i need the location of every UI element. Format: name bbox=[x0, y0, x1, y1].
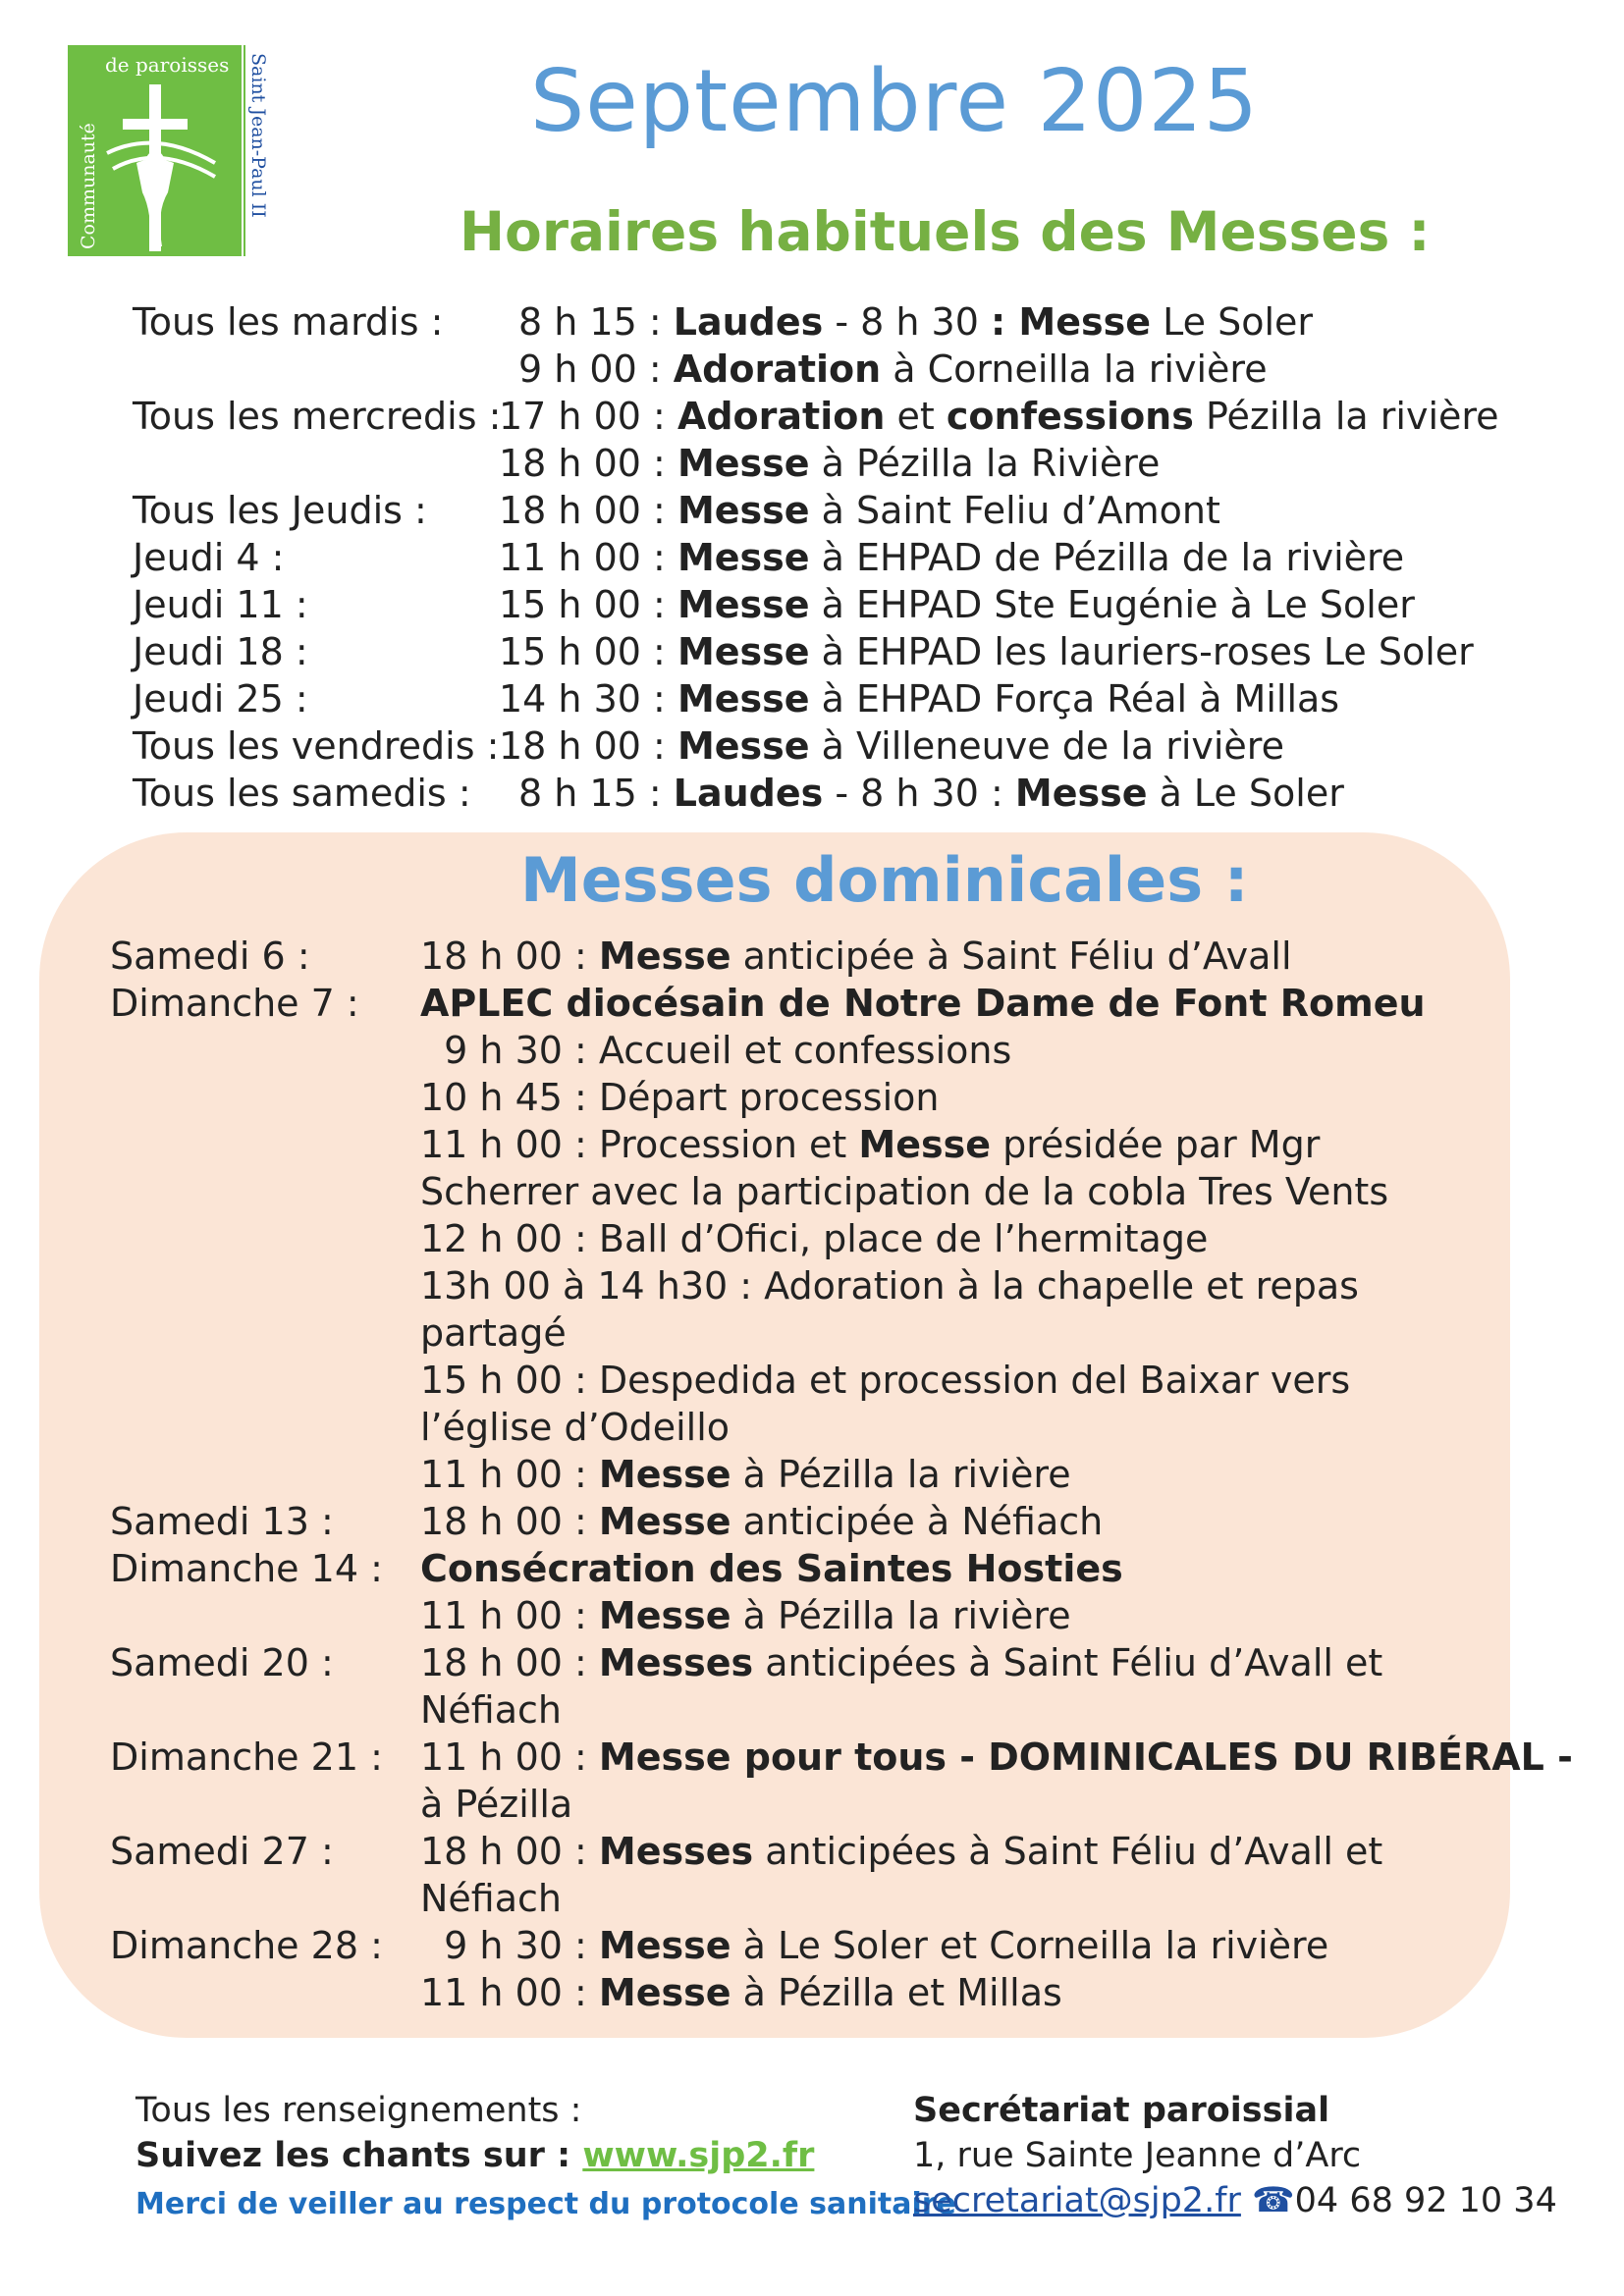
weekly-entry: 11 h 00 : Messe à EHPAD de Pézilla de la rivière bbox=[499, 536, 1405, 579]
sunday-label: Samedi 27 : bbox=[110, 1830, 334, 1873]
sunday-entry: 11 h 00 : Messe à Pézilla la rivière bbox=[420, 1453, 1071, 1496]
sunday-entry: Scherrer avec la participation de la cobla Tres Vents bbox=[420, 1170, 1389, 1213]
weekly-label: Jeudi 25 : bbox=[133, 677, 308, 721]
weekly-entry: 15 h 00 : Messe à EHPAD les lauriers-roses Le Soler bbox=[499, 630, 1474, 673]
secretariat-contact bbox=[913, 2181, 1557, 2220]
sunday-entry: 18 h 00 : Messes anticipées à Saint Féliu d’Avall et bbox=[420, 1830, 1383, 1873]
logo-right-text: Saint Jean-Paul II bbox=[247, 53, 269, 218]
weekly-entry: 17 h 00 : Adoration et confessions Pézilla la rivière bbox=[499, 395, 1499, 438]
chants-line bbox=[135, 2136, 814, 2175]
sunday-entry: 10 h 45 : Départ procession bbox=[420, 1076, 940, 1119]
secretariat-title: Secrétariat paroissial bbox=[913, 2091, 1330, 2130]
weekly-entry: 9 h 00 : Adoration à Corneilla la rivière bbox=[518, 347, 1268, 391]
weekly-entry: 18 h 00 : Messe à Villeneuve de la rivière bbox=[499, 724, 1284, 768]
sunday-entry: 11 h 00 : Procession et Messe présidée par Mgr bbox=[420, 1123, 1321, 1166]
sunday-entry: partagé bbox=[420, 1311, 567, 1355]
weekly-entry: 18 h 00 : Messe à Saint Feliu d’Amont bbox=[499, 489, 1220, 532]
sunday-entry: APLEC diocésain de Notre Dame de Font Romeu bbox=[420, 982, 1426, 1025]
sunday-entry: 9 h 30 : Accueil et confessions bbox=[420, 1029, 1012, 1072]
sunday-entry: 12 h 00 : Ball d’Ofici, place de l’hermitage bbox=[420, 1217, 1209, 1260]
chants-label: Suivez les chants sur : bbox=[135, 2136, 583, 2175]
sunday-entry: 18 h 00 : Messe anticipée à Néfiach bbox=[420, 1500, 1104, 1543]
sunday-entry: 9 h 30 : Messe à Le Soler et Corneilla la rivière bbox=[420, 1924, 1329, 1967]
weekly-entry: 8 h 15 : Laudes - 8 h 30 : Messe Le Soler bbox=[518, 300, 1314, 344]
sunday-heading: Messes dominicales : bbox=[520, 844, 1249, 916]
logo-side-band bbox=[244, 45, 273, 256]
sunday-label: Dimanche 14 : bbox=[110, 1547, 383, 1590]
weekly-label: Tous les mardis : bbox=[133, 300, 444, 344]
weekly-label: Tous les vendredis : bbox=[133, 724, 500, 768]
weekly-heading: Horaires habituels des Messes : bbox=[460, 200, 1431, 263]
sunday-entry: à Pézilla bbox=[420, 1783, 573, 1826]
sunday-label: Dimanche 21 : bbox=[110, 1735, 383, 1779]
sunday-label: Samedi 13 : bbox=[110, 1500, 334, 1543]
sunday-entry: 11 h 00 : Messe à Pézilla la rivière bbox=[420, 1594, 1071, 1637]
info-label: Tous les renseignements : bbox=[135, 2091, 582, 2130]
secretariat-phone: 04 68 92 10 34 bbox=[1294, 2181, 1557, 2220]
logo-top-text: de paroisses bbox=[105, 53, 230, 77]
sunday-entry: 15 h 00 : Despedida et procession del Baixar vers bbox=[420, 1359, 1351, 1402]
weekly-label: Tous les mercredis : bbox=[133, 395, 502, 438]
logo-left-text: Communauté bbox=[78, 123, 99, 249]
sunday-entry: 11 h 00 : Messe pour tous - DOMINICALES DU RIBÉRAL - bbox=[420, 1735, 1573, 1779]
weekly-label: Jeudi 4 : bbox=[133, 536, 285, 579]
sunday-label: Dimanche 7 : bbox=[110, 982, 359, 1025]
weekly-entry: 14 h 30 : Messe à EHPAD Força Réal à Millas bbox=[499, 677, 1340, 721]
sunday-label: Samedi 6 : bbox=[110, 934, 310, 978]
sunday-label: Samedi 20 : bbox=[110, 1641, 334, 1684]
weekly-entry: 18 h 00 : Messe à Pézilla la Rivière bbox=[499, 442, 1161, 485]
weekly-label: Jeudi 18 : bbox=[133, 630, 308, 673]
sunday-entry: 13h 00 à 14 h30 : Adoration à la chapelle et repas bbox=[420, 1264, 1359, 1308]
secretariat-address: 1, rue Sainte Jeanne d’Arc bbox=[913, 2136, 1362, 2175]
secretariat-email[interactable]: secretariat@sjp2.fr bbox=[913, 2181, 1241, 2220]
weekly-entry: 15 h 00 : Messe à EHPAD Ste Eugénie à Le Soler bbox=[499, 583, 1415, 626]
phone-icon: ☎ bbox=[1252, 2181, 1295, 2220]
sunday-entry: 18 h 00 : Messe anticipée à Saint Féliu d’Avall bbox=[420, 934, 1292, 978]
parish-logo bbox=[68, 45, 242, 256]
weekly-label: Tous les samedis : bbox=[133, 772, 471, 815]
sunday-entry: 18 h 00 : Messes anticipées à Saint Féliu d’Avall et bbox=[420, 1641, 1383, 1684]
sunday-entry: l’église d’Odeillo bbox=[420, 1406, 731, 1449]
sunday-entry: Néfiach bbox=[420, 1877, 563, 1920]
weekly-entry: 8 h 15 : Laudes - 8 h 30 : Messe à Le Soler bbox=[518, 772, 1344, 815]
sunday-entry: 11 h 00 : Messe à Pézilla et Millas bbox=[420, 1971, 1062, 2014]
sunday-entry: Consécration des Saintes Hosties bbox=[420, 1547, 1123, 1590]
sunday-entry: Néfiach bbox=[420, 1688, 563, 1732]
chants-link[interactable]: www.sjp2.fr bbox=[582, 2136, 815, 2175]
sunday-label: Dimanche 28 : bbox=[110, 1924, 383, 1967]
weekly-label: Jeudi 11 : bbox=[133, 583, 308, 626]
weekly-label: Tous les Jeudis : bbox=[133, 489, 427, 532]
page-title: Septembre 2025 bbox=[530, 51, 1260, 151]
protocol-notice: Merci de veiller au respect du protocole sanitaire bbox=[135, 2187, 956, 2221]
